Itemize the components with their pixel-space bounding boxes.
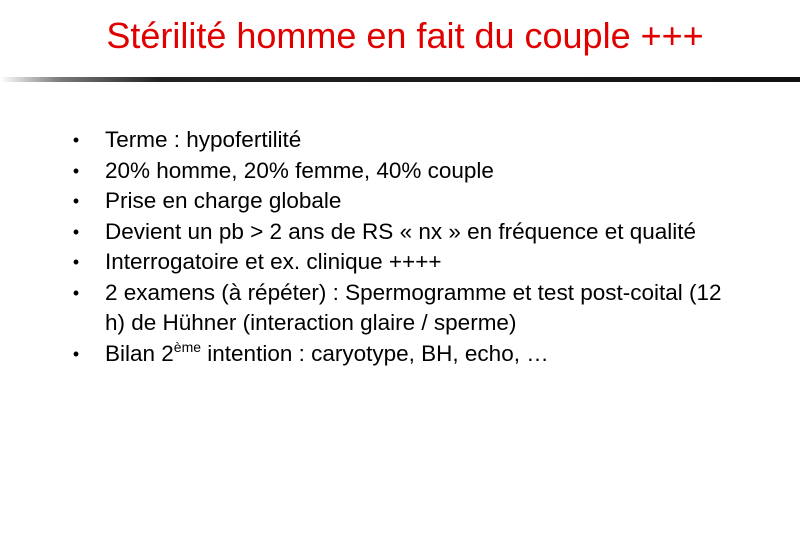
bullet-text: Devient un pb > 2 ans de RS « nx » en fréquence et qualité — [105, 218, 697, 244]
bullet-text — [105, 338, 549, 366]
list-item — [70, 125, 730, 156]
slide-title: Stérilité homme en fait du couple +++ — [106, 15, 704, 56]
list-item — [70, 278, 730, 339]
bullet-icon: • — [72, 191, 80, 211]
list-item — [70, 217, 730, 248]
list-item — [70, 186, 730, 217]
bullet-icon: • — [72, 160, 80, 181]
ordinal-superscript: ème — [173, 338, 202, 355]
bullet-text: 2 examens (à répéter) : Spermogramme et test post-coital (12 h) de Hühner (interaction glaire / sperme) — [105, 279, 722, 335]
bullet-icon: • — [72, 130, 80, 150]
bullet-text-end: intention : caryotype, BH, echo, … — [201, 340, 549, 366]
bullet-icon: • — [72, 282, 80, 303]
bullet-icon: • — [72, 221, 80, 242]
bullet-text: Terme : hypofertilité — [105, 127, 302, 152]
bullet-icon: • — [72, 252, 80, 272]
bullet-text-start: Bilan 2 — [105, 340, 174, 366]
list-item — [70, 156, 730, 187]
bullet-icon: • — [72, 343, 80, 364]
bullet-text: 20% homme, 20% femme, 40% couple — [105, 157, 494, 183]
list-item — [70, 339, 730, 370]
bullet-text: Prise en charge globale — [105, 188, 342, 213]
title-divider — [0, 77, 800, 82]
bullet-list — [70, 125, 730, 369]
list-item — [70, 247, 730, 278]
bullet-text: Interrogatoire et ex. clinique ++++ — [105, 249, 442, 274]
